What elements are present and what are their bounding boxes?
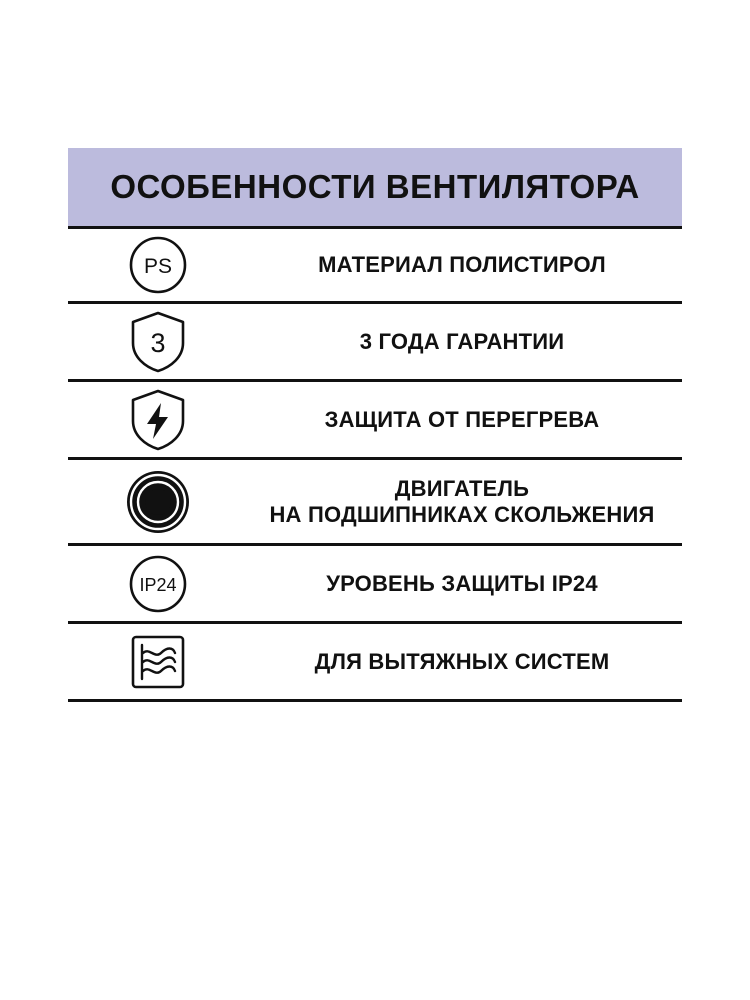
feature-label-line2: НА ПОДШИПНИКАХ СКОЛЬЖЕНИЯ bbox=[269, 501, 655, 527]
icon-cell bbox=[68, 631, 248, 693]
page-title-bar bbox=[68, 148, 682, 226]
label-cell bbox=[248, 407, 682, 433]
feature-label: ЗАЩИТА ОТ ПЕРЕГРЕВА bbox=[324, 406, 600, 432]
label-cell bbox=[248, 329, 682, 355]
shield-3-icon bbox=[126, 309, 190, 375]
feature-label: УРОВЕНЬ ЗАЩИТЫ IP24 bbox=[326, 570, 598, 596]
shield-bolt-icon bbox=[126, 387, 190, 453]
svg-text:PS: PS bbox=[143, 255, 173, 278]
airflow-square-icon bbox=[127, 631, 189, 693]
page-title: ОСОБЕННОСТИ ВЕНТИЛЯТОРА bbox=[110, 168, 640, 205]
icon-cell bbox=[68, 552, 248, 616]
table-row bbox=[68, 226, 682, 304]
label-cell bbox=[248, 649, 682, 675]
feature-label-line1: ДВИГАТЕЛЬ bbox=[394, 475, 530, 501]
svg-text:IP24: IP24 bbox=[139, 574, 177, 595]
table-row bbox=[68, 382, 682, 460]
features-table bbox=[68, 226, 682, 702]
icon-cell bbox=[68, 309, 248, 375]
table-row bbox=[68, 624, 682, 702]
feature-label bbox=[269, 476, 654, 528]
ps-circle-icon bbox=[126, 233, 190, 297]
label-cell bbox=[248, 571, 682, 597]
feature-label: 3 ГОДА ГАРАНТИИ bbox=[359, 328, 565, 354]
label-cell bbox=[248, 476, 682, 528]
svg-text:3: 3 bbox=[150, 327, 166, 358]
table-row bbox=[68, 546, 682, 624]
table-row bbox=[68, 304, 682, 382]
label-cell bbox=[248, 252, 682, 278]
icon-cell bbox=[68, 468, 248, 536]
features-sheet bbox=[68, 148, 682, 702]
table-row bbox=[68, 460, 682, 546]
icon-cell bbox=[68, 233, 248, 297]
feature-label: ДЛЯ ВЫТЯЖНЫХ СИСТЕМ bbox=[314, 648, 610, 674]
bearing-motor-icon bbox=[124, 468, 192, 536]
icon-cell bbox=[68, 387, 248, 453]
feature-label: МАТЕРИАЛ ПОЛИСТИРОЛ bbox=[318, 252, 606, 278]
ip24-circle-icon bbox=[126, 552, 190, 616]
